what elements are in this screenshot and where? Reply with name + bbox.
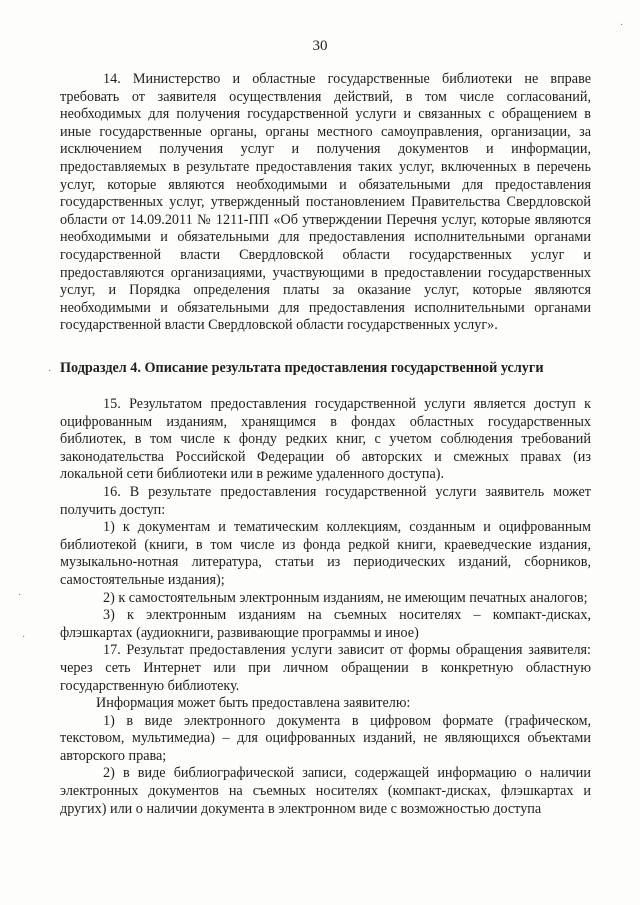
- info-item-1: 1) в виде электронного документа в цифровом формате (графическом, текстовом, мультимедиа) – для оцифрованных изданий, не являющихся объектами авторского права;: [60, 712, 591, 764]
- scan-speck: ·: [48, 366, 52, 377]
- paragraph-15: 15. Результатом предоставления государственной услуги является доступ к оцифрованным изданиям, хранящимся в фондах областных государственных библиотек, в том числе к фонду редких книг, с учетом соблюдения требований законодательства Российской Федерации об авторских и смежных правах (из локальной сети библиотеки или в режиме удаленного доступа).: [60, 396, 591, 483]
- paragraph-17: 17. Результат предоставления услуги зависит от формы обращения заявителя: через сеть Интернет или при личном обращении в конкретную областную государственную библиотеку.: [60, 642, 591, 694]
- list-item-16-3: 3) к электронным изданиям на съемных носителях – компакт-дисках, флэшкартах (аудиокниги, развивающие программы и иное): [60, 607, 591, 641]
- body-block: [60, 396, 591, 818]
- scan-speck: ·: [22, 632, 26, 643]
- list-item-16-1: 1) к документам и тематическим коллекциям, созданным и оцифрованным библиотекой (книги, в том числе из фонда редкой книги, краеведческие издания, музыкально-нотная литература, статьи из периодических изданий, сборников, самостоятельные издания);: [60, 519, 591, 588]
- subsection-4-block: [60, 360, 591, 378]
- paragraph-16: 16. В результате предоставления государственной услуги заявитель может получить доступ:: [60, 483, 591, 518]
- scan-speck: ·: [620, 20, 624, 31]
- subsection-heading: Подраздел 4. Описание результата предоставления государственной услуги: [60, 360, 544, 376]
- info-intro: Информация может быть предоставлена заявителю:: [96, 695, 411, 712]
- info-item-2: 2) в виде библиографической записи, содержащей информацию о наличии электронных документов на съемных носителях (компакт-дисках, флэшкартах и других) или о наличии документа в электронном виде с возможностью доступа: [60, 765, 591, 817]
- paragraph-14: 14. Министерство и областные государственные библиотеки не вправе требовать от заявителя осуществления действий, в том числе согласований, необходимых для получения государственной услуги и связанных с обращением в иные государственные органы, органы местного самоуправления, организации, за исключением получения услуг и получения документов и информации, предоставляемых в результате предоставления таких услуг, включенных в перечень услуг, которые являются необходимыми и обязательными для предоставления государственных услуг, утвержденный постановлением Правительства Свердловской области от 14.09.2011 № 1211-ПП «Об утверждении Перечня услуг, которые являются необходимыми и обязательными для предоставления исполнительными органами государственной власти Свердловской области государственных услуг и предоставляются организациями, участвующими в предоставлении государственных услуг, и Порядка определения платы за оказание услуг, которые являются необходимыми и обязательными для предоставления исполнительными органами государственной власти Свердловской области государственных услуг».: [60, 71, 591, 334]
- list-item-16-2: 2) к самостоятельным электронным изданиям, не имеющим печатных аналогов;: [103, 589, 588, 606]
- scan-speck: ·: [18, 590, 22, 601]
- paragraph-14-block: [60, 71, 591, 335]
- page-number: 30: [312, 38, 328, 54]
